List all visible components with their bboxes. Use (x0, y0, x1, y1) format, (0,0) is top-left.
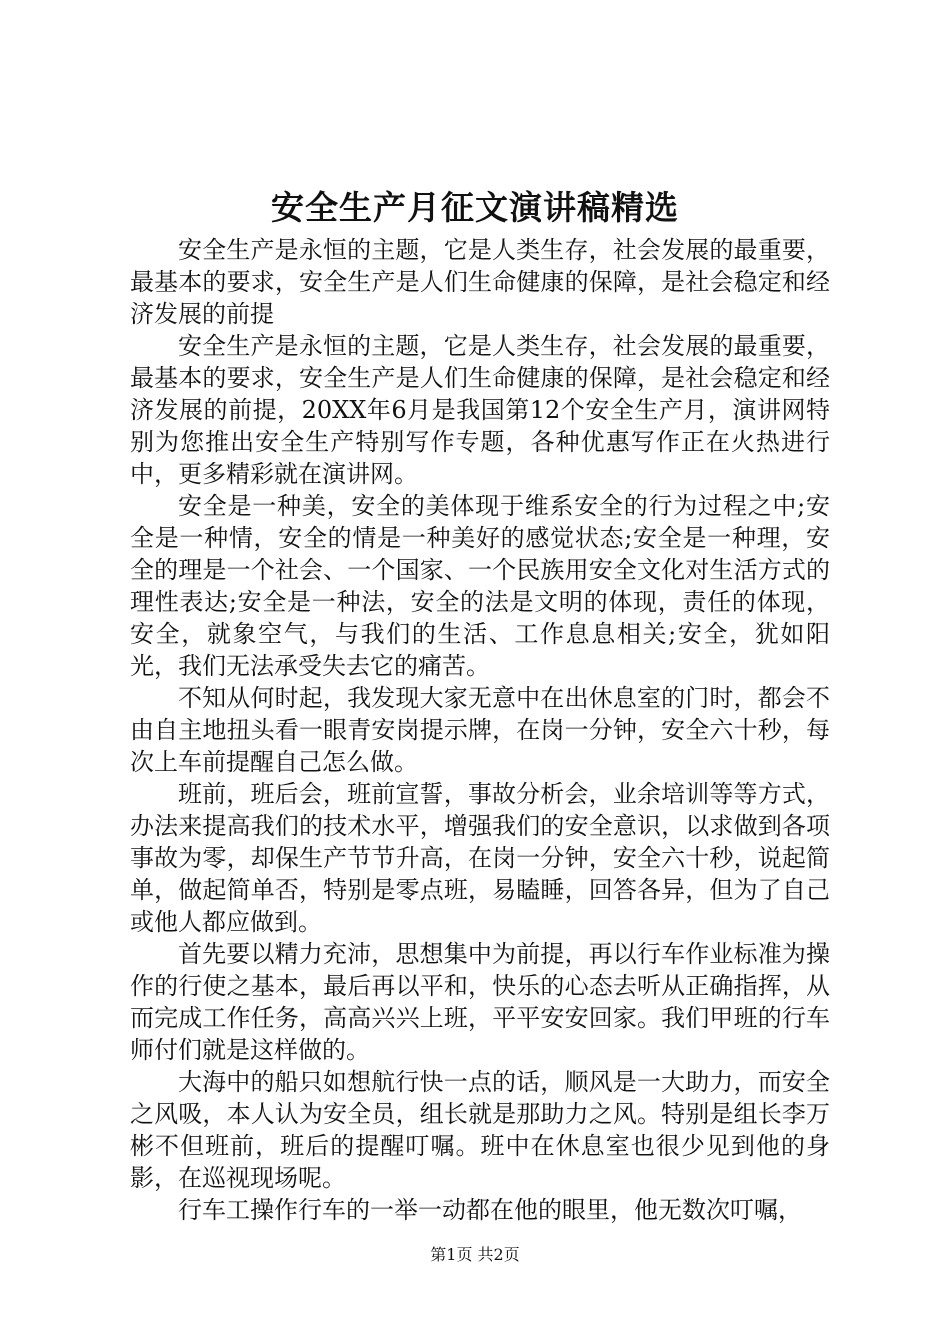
paragraph: 班前，班后会，班前宣誓，事故分析会，业余培训等等方式，办法来提高我们的技术水平，增强我们的安全意识，以求做到各项事故为零，却保生产节节升高，在岗一分钟，安全六十秒，说起简单，做起简单否，特别是零点班，易瞌睡，回答各异，但为了自己或他人都应做到。 (130, 780, 830, 936)
page-number-footer: 第1页 共2页 (430, 1245, 520, 1264)
paragraph: 安全是一种美，安全的美体现于维系安全的行为过程之中;安全是一种情，安全的情是一种美好的感觉状态;安全是一种理，安全的理是一个社会、一个国家、一个民族用安全文化对生活方式的理性表达;安全是一种法，安全的法是文明的体现，责任的体现，安全，就象空气，与我们的生活、工作息息相关;安全，犹如阳光，我们无法承受失去它的痛苦。 (130, 492, 830, 680)
paragraph: 不知从何时起，我发现大家无意中在出休息室的门时，都会不由自主地扭头看一眼青安岗提示牌，在岗一分钟，安全六十秒，每次上车前提醒自己怎么做。 (130, 684, 830, 776)
paragraph: 首先要以精力充沛，思想集中为前提，再以行车作业标准为操作的行使之基本，最后再以平和，快乐的心态去听从正确指挥，从而完成工作任务，高高兴兴上班，平平安安回家。我们甲班的行车师付们就是这样做的。 (130, 940, 830, 1064)
paragraph: 安全生产是永恒的主题，它是人类生存，社会发展的最重要，最基本的要求，安全生产是人们生命健康的保障，是社会稳定和经济发展的前提 (130, 236, 830, 328)
paragraph: 行车工操作行车的一举一动都在他的眼里，他无数次叮嘱， (178, 1196, 802, 1224)
document-title: 安全生产月征文演讲稿精选 (271, 188, 679, 227)
paragraph: 安全生产是永恒的主题，它是人类生存，社会发展的最重要，最基本的要求，安全生产是人们生命健康的保障，是社会稳定和经济发展的前提，20XX年6月是我国第12个安全生产月，演讲网特别为您推出安全生产特别写作专题，各种优惠写作正在火热进行中，更多精彩就在演讲网。 (130, 332, 830, 488)
document-body (130, 234, 830, 1226)
paragraph: 大海中的船只如想航行快一点的话，顺风是一大助力，而安全之风吸，本人认为安全员，组长就是那助力之风。特别是组长李万彬不但班前，班后的提醒叮嘱。班中在休息室也很少见到他的身影，在巡视现场呢。 (130, 1068, 830, 1192)
